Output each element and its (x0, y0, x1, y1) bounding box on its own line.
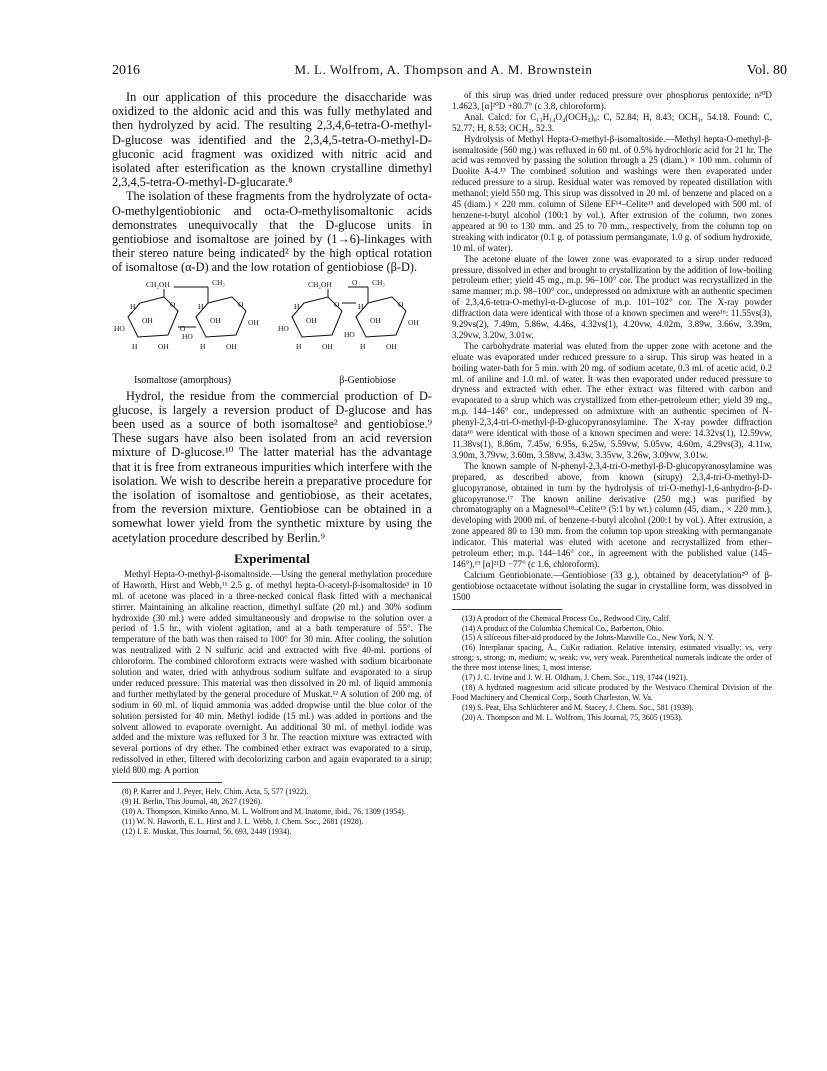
footnote-14: (14) A product of the Columbia Chemical Co., Barberton, Ohio. (462, 623, 664, 633)
iso-ch2-label: CH₂ (212, 278, 226, 287)
footnote-9: (9) H. Berlin, This Journal, 48, 2627 (1926). (122, 797, 263, 806)
footnote-15: (15) A siliceous filter-aid produced by the Johns-Manville Co., New York, N. Y. (462, 633, 714, 643)
methyl-text (112, 569, 432, 776)
gen-o-link-label: O (352, 278, 358, 287)
iso-ch2oh-label: CH₂OH (146, 279, 170, 289)
iso-oh-label-2: OH (158, 341, 169, 351)
gen-oh-label-1: OH (306, 315, 317, 325)
gen-ho-label-1: HO (278, 323, 289, 333)
right-footnotes (452, 614, 772, 723)
two-column-body (112, 90, 787, 837)
iso-oh-label-1: OH (142, 315, 153, 325)
methyl-paragraph: Methyl Hepta-O-methyl-β-isomaltoside.—Using the general methylation procedure of Haworth, Hirst and Webb,¹¹ 2.5 g. of methyl hepta-O-acetyl-β-isomaltoside³ in 10 ml. of acetone was placed in a three-necked conical flask fitted with a mechanical stirrer. Maintaining an alkaline reaction, dimethyl sulfate (20 ml.) and 30% sodium hydroxide (30 ml.) were added simultaneously and dropwise to the solution over a period of 1.5 hr., with violent agitation, and at a bath temperature of 55°. The temperature of the bath was then raised to 100° for 30 min. After cooling, the solution was neutralized with 2 N sulfuric acid and extracted with five 40-ml. portions of chloroform. The combined chloroform extracts were washed with sodium bicarbonate solution and water, dried with anhydrous sodium sulfate and evaporated to a sirup under reduced pressure. This material was then dissolved in 20 ml. of liquid ammonia and further methylated by the general procedure of Muskat.¹² A solution of 200 mg. of sodium in 60 ml. of liquid ammonia was added dropwise until the blue color of the solution persisted for 40 min. Methyl iodide (15 ml.) was added in portions and the solvent allowed to evaporate overnight. An additional 30 ml. of methyl iodide was added and the mixture was refluxed for 3 hr. The reaction mixture was extracted with several portions of dry ether. The combined ether extract was evaporated to a sirup, redissolved in ether, filtered with decolorizing carbon and again evaporated to a sirup; yield 800 mg. A portion (112, 568, 432, 776)
running-header (112, 62, 787, 86)
acetone-eluate-paragraph: The acetone eluate of the lower zone was evaporated to a sirup under reduced pressure, dissolved in ether and brought to crystallization by the addition of low-boiling petroleum ether; yield 45 mg., m.p. 96–100° cor. The product was recrystallized in the same manner; m.p. 98–100° cor., undepressed on admixture with an authentic specimen of 2,3,4,6-tetra-O-methyl-α-D-glucose of m.p. 101–102° cor. The X-ray powder diffraction data were identical with those of a known specimen and were¹⁶: 11.55vs(3), 9.29vs(2), 7.49m, 5.86w, 4.46s, 4.32vs(1), 4.20vw, 4.02m, 3.89w, 3.66w, 3.39m, 3.29vw, 3.20w, 3.01w. (452, 253, 772, 340)
iso-o-label-1: O (170, 299, 176, 309)
footnote-10: (10) A. Thompson, Kimiko Anno, M. L. Wolfrom and M. Inatome, ibid., 76, 1309 (1954). (122, 806, 406, 816)
left-footnotes (112, 787, 432, 837)
footnote-rule (112, 782, 222, 783)
gen-h-label-2: H (296, 341, 302, 351)
iso-link-o-label: O (180, 323, 186, 333)
caption-isomaltose: Isomaltose (amorphous) (134, 374, 231, 386)
intro-paragraph-1: In our application of this procedure the disaccharide was oxidized to the aldonic acid and this was fully methylated and then hydrolyzed by acid. The resulting 2,3,4,6-tetra-O-methyl-D-glucose was identified and the 2,3,4,5-tetra-O-methyl-D-gluconic acid fragment was oxidized with nitric acid and isolated after esterification as the known crystalline dimethyl 2,3,4,5-tetra-O-methyl-D-glucarate.⁸ (112, 90, 432, 190)
running-authors: M. L. Wolfrom, A. Thompson and A. M. Brownstein (294, 62, 593, 77)
footnote-11: (11) W. N. Haworth, E. L. Hirst and J. L. Webb, J. Chem. Soc., 2681 (1928). (122, 816, 364, 826)
footnote-17: (17) J. C. Irvine and J. W. H. Oldham, J. Chem. Soc., 119, 1744 (1921). (462, 673, 688, 683)
gen-ho-label-2: HO (344, 329, 355, 339)
disaccharide-structures (112, 279, 432, 375)
gen-ch2-label: CH₂ (372, 278, 386, 287)
gen-h-label-4: H (360, 341, 366, 351)
page-number: 2016 (112, 63, 140, 78)
right-column (452, 90, 772, 837)
carbohydrate-paragraph: The carbohydrate material was eluted from the upper zone with acetone and the eluate was evaporated under reduced pressure to a sirup. This sirup was heated in a boiling water-bath for 5 min. with 20 mg. of sodium acetate, 0.3 ml. of acetic acid, 0.2 ml. of aniline and 1.0 ml. of water. It was then evaporated under reduced pressure to dryness and extracted with ether. The ether extract was filtered with carbon and evaporated to a sirup which was crystallized from ether-petroleum ether; yield 39 mg., m.p. 144–146° cor., undepressed on admixture with an authentic specimen of N-phenyl-2,3,4-tri-O-methyl-β-D-glucopyranosylamine. The X-ray powder diffraction data¹⁶ were identical with those of a known specimen and were: 14.32vs(1), 12.59vw, 11.38vs(1), 8.86m, 7.45w, 6.95s, 6.25w, 5.59vw, 5.05vw, 4.60m, 4.29vs(3), 4.11w, 3.90m, 3.79vw, 3.60m, 3.58vw, 3.43w, 3.35vw, 3.26w, 3.09vw, 3.01w. (452, 340, 772, 460)
calcium-gentiobionate-paragraph: Calcium Gentiobionate.—Gentiobiose (33 g.), obtained by deacetylation²⁰ of β-gentiobiose octaacetate without isolating the sugar in crystalline form, was dissolved in 1500 (452, 569, 772, 602)
iso-o-label-2: O (238, 299, 244, 309)
gen-ch2oh-label: CH₂OH (308, 279, 332, 289)
iso-ho-label-1: HO (114, 323, 125, 333)
iso-oh-label-3: OH (210, 315, 221, 325)
iso-oh-label-4: OH (248, 317, 259, 327)
analysis-paragraph: Anal. Calcd. for C₁₃H₁₄O₄(OCH₃)₈: C, 52.84; H, 8.43; OCH₃, 54.18. Found: C, 52.77; H, 8.53; OCH₃, 52.3. (452, 111, 772, 133)
gen-oh-label-5: OH (386, 341, 397, 351)
left-column (112, 90, 432, 837)
iso-h-label-2: H (132, 341, 138, 351)
footnote-12: (12) I. E. Muskat, This Journal, 56, 693, 2449 (1934). (122, 826, 292, 836)
footnote-16: (16) Interplanar spacing, Å., CuKα radiation. Relative intensity, estimated visually: vs, very strong; s, strong; m, medium; w, weak; vw, very weak. Parenthetical numerals indicate the order of the three most intense lines; 1, most intense. (452, 643, 772, 673)
gen-h-label-1: H (294, 301, 300, 311)
intro-paragraph-2: The isolation of these fragments from the hydrolyzate of octa-O-methylgentiobionic and octa-O-methylisomaltonic acids demonstrates unequivocally that the D-glucose units in gentiobiose and isomaltose are joined by (1→6)-linkages with their stereo nature being indicated² by the high optical rotation of isomaltose (α-D) and the low rotation of gentiobiose (β-D). (112, 189, 432, 275)
figure-captions (112, 375, 432, 386)
hydrol-paragraph: Hydrol, the residue from the commercial production of D-glucose, is largely a reversion product of D-glucose and has been used as a source of both isomaltose² and gentiobiose.⁹ These sugars have also been isolated from an acid reversion mixture of D-glucose.¹⁰ The latter material has the advantage that it is free from extraneous impurities which interfere with the isolation. We wish to describe herein a preparative procedure for the isolation of isomaltose and gentiobiose, as their acetates, from the reversion mixture. Gentiobiose can be obtained in a somewhat lower yield from the synthetic mixture by using the acetylation procedure described by Berlin.⁹ (112, 388, 432, 545)
structure-figure (112, 279, 432, 386)
gen-h-label-3: H (358, 301, 364, 311)
footnote-8: (8) P. Karrer and J. Peyer, Helv. Chim. Acta, 5, 577 (1922). (122, 787, 309, 797)
gen-oh-label-3: OH (370, 315, 381, 325)
footnote-18: (18) A hydrated magnesium acid silicate produced by the Westvaco Chemical Division of the Food Machinery and Chemical Corp., South Charleston, W. Va. (452, 682, 772, 702)
hydrolysis-paragraph: Hydrolysis of Methyl Hepta-O-methyl-β-isomaltoside.—Methyl hepta-O-methyl-β-isomaltoside (560 mg.) was refluxed in 60 ml. of 0.5% hydrochloric acid for 21 hr. The acid was removed by passing the solution through a 25 (diam.) × 100 mm. column of Duolite A-4.¹³ The combined solution and washings were then evaporated under reduced pressure to a sirup. Residual water was removed by repeated distillation with methanol; yield 550 mg. This sirup was dissolved in 20 ml. of benzene and placed on a 45 (diam.) × 220 mm. column of Silene EF¹⁴–Celite¹⁵ and developed with 500 ml. of benzene-t-butyl alcohol (100:1 by vol.). After extrusion of the column, two zones appeared at 90 to 130 mm. and 25 to 70 mm., respectively, from the column top on streaking with indicator (0.1 g. of potassium permanganate, 1.0 g. of sodium hydroxide, 10 ml. of water). (452, 133, 772, 253)
footnote-19: (19) S. Peat, Elsa Schlüchterer and M. Stacey, J. Chem. Soc., 581 (1939). (462, 702, 694, 712)
iso-oh-label-5: OH (226, 341, 237, 351)
footnote-20: (20) A. Thompson and M. L. Wolfrom, This Journal, 75, 3605 (1953). (462, 712, 683, 722)
gen-oh-label-4: OH (408, 317, 419, 327)
experimental-heading: Experimental (234, 550, 310, 566)
iso-h-label-4: H (200, 341, 206, 351)
iso-ho-label-2: HO (182, 331, 193, 341)
sirup-paragraph: of this sirup was dried under reduced pressure over phosphorus pentoxide; n²⁰D 1.4623, [α]²⁰D +80.7° (c 3.8, chloroform). (452, 90, 772, 111)
gen-o-label-1: O (334, 299, 340, 309)
caption-gentiobiose: β-Gentiobiose (339, 374, 396, 386)
volume-label: Vol. 80 (746, 63, 787, 78)
hydrol-text (112, 389, 432, 545)
gen-o-label-2: O (398, 299, 404, 309)
gen-oh-label-2: OH (322, 341, 333, 351)
intro-text (112, 90, 432, 275)
right-text (452, 90, 772, 603)
footnote-rule-right (452, 609, 562, 610)
known-sample-paragraph: The known sample of N-phenyl-2,3,4-tri-O-methyl-β-D-glucopyranosylamine was prepared, as described above, from known (sirupy) 2,3,4-tri-O-methyl-D-glucopyranose, obtained in turn by the hydrolysis of tri-O-methyl-1,6-anhydro-β-D-glucopyranose.¹⁷ The known aniline derivative (250 mg.) was purified by chromatography on a Magnesol¹⁸–Celite¹⁵ (5:1 by wt.) column (45, diam., × 220 mm.), developing with 2000 ml. of benzene-t-butyl alcohol (200:1 by vol.). After extrusion, a zone appeared 80 to 130 mm. from the column top upon streaking with permanganate indicator. This material was eluted with acetone and recrystallized from ether–petroleum ether; m.p. 144–146° cor., in agreement with the published value (145–146°),¹⁹ [α]²¹D −77° (c 1.6, chloroform). (452, 460, 772, 569)
iso-h-label-1: H (130, 301, 136, 311)
footnote-13: (13) A product of the Chemical Process Co., Redwood City, Calif. (462, 613, 671, 623)
iso-h-label-3: H (198, 301, 204, 311)
